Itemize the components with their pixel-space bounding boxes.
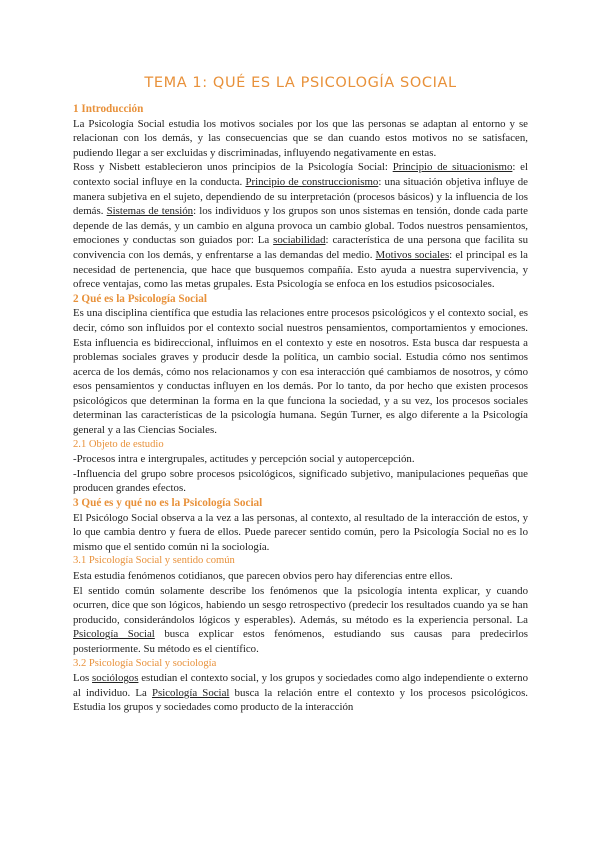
term-sociabilidad: sociabilidad xyxy=(273,234,326,247)
paragraph: Es una disciplina científica que estudia las relaciones entre procesos psicológicos y el contexto social, es decir, cómo son influidos por el contexto social nuestros pensamientos, comportamientos y emociones. Esta influencia es bidireccional, influimos en el contexto y este en nosotros. Esta busca dar respuesta a problemas sociales graves y producir desde la política, un cambio social. Estudia cómo nos sentimos acerca de los demás, cómo nos relacionamos y con esa interacción qué cambiamos de nosotros, y cómo esos pensamientos y conductas influyen en los demás. Por lo tanto, da por hecho que existen procesos psicológicos que determinan la forma en la que funciona la sociedad, y a su vez, los procesos sociales determinan las características de la psicología humana. Según Turner, es algo diferente a la Psicología general y a las Ciencias Sociales. xyxy=(73,307,528,437)
term-sistemas-tension: Sistemas de tensión xyxy=(106,205,194,218)
paragraph: El sentido común solamente describe los fenómenos que la psicología intenta explicar, y cuando ocurren, dice que son lógicos, habiendo un sesgo retrospectivo (predecir los resultados cuando ya se han producido, considerándolos lógicos y esperables). Además, su método es la experiencia personal. La Psicología Social busca explicar estos fenómenos, estudiando sus causas para predecirlos posteriormente. Su método es el científico. xyxy=(73,584,528,655)
subsection-heading-objeto: 2.1 Objeto de estudio xyxy=(73,438,164,450)
paragraph-principios: Ross y Nisbett establecieron unos principios de la Psicología Social: Principio de situacionismo: el contexto social influye en la conducta. Principio de construccionismo: una situación objetiva influye de manera subjetiva en el sujeto, dependiendo de su interpretación (procesos básicos) y la influencia de los demás. Sistemas de tensión: los individuos y los grupos son unos sistemas en tensión, donde cada parte depende de las demás, y un cambio en alguna provoca un cambio global. Todos nuestros pensamientos, emociones y conductas son guiados por: La sociabilidad: característica de una persona que facilita su convivencia con los demás, y enfrentarse a las demandas del medio. Motivos sociales: el principal es la necesidad de pertenencia, que hace que busquemos compañía. Esto ayuda a nuestra supervivencia, y ofrece ventajas, como las metas grupales. Esta Psicología se enfoca en los estudios psicosociales. xyxy=(73,161,528,291)
paragraph: La Psicología Social estudia los motivos sociales por los que las personas se adaptan al entorno y se relacionan con los demás, y las consecuencias que se dan cuando estos motivos no se satisfacen, pudiendo llegar a ser excluidas y discriminadas, influyendo negativamente en estas. xyxy=(73,117,528,159)
section-heading-que-es-y-no-es: 3 Qué es y qué no es la Psicología Social xyxy=(73,497,263,510)
subsection-heading-sentido-comun: 3.1 Psicología Social y sentido común xyxy=(73,555,235,567)
subsection-heading-sociologia: 3.2 Psicología Social y sociología xyxy=(73,657,217,669)
term-psicologia-social: Psicología Social xyxy=(151,686,230,699)
section-heading-introduccion: 1 Introducción xyxy=(73,103,144,115)
paragraph: El Psicólogo Social observa a la vez a las personas, al contexto, al resultado de la interacción de estos, y lo que cambia dentro y fuera de ellos. Puede parecer sentido común, pero la Psicología Social no es lo mismo que el sentido común ni la sociología. xyxy=(73,511,528,553)
paragraph: Esta estudia fenómenos cotidianos, que parecen obvios pero hay diferencias entre ellos. xyxy=(73,570,453,582)
term-construccionismo: Principio de construccionismo xyxy=(245,175,379,188)
page-title: TEMA 1: QUÉ ES LA PSICOLOGÍA SOCIAL xyxy=(144,75,457,91)
paragraph: -Procesos intra e intergrupales, actitudes y percepción social y autopercepción. xyxy=(73,453,415,466)
term-situacionismo: Principio de situacionismo xyxy=(392,161,513,174)
term-motivos-sociales: Motivos sociales xyxy=(375,248,450,261)
paragraph: -Influencia del grupo sobre procesos psicológicos, significado subjetivo, manipulaciones pequeñas que producen grandes efectos. xyxy=(73,467,528,495)
term-sociologos: sociólogos xyxy=(92,672,139,685)
paragraph: Los sociólogos estudian el contexto social, y los grupos y sociedades como algo independiente o externo al individuo. La Psicología Social busca la relación entre el contexto y los procesos psicológicos. Estudia los grupos y sociedades como producto de la interacción xyxy=(73,672,529,714)
section-heading-que-es: 2 Qué es la Psicología Social xyxy=(73,292,207,305)
term-psicologia-social: Psicología Social xyxy=(73,628,155,641)
